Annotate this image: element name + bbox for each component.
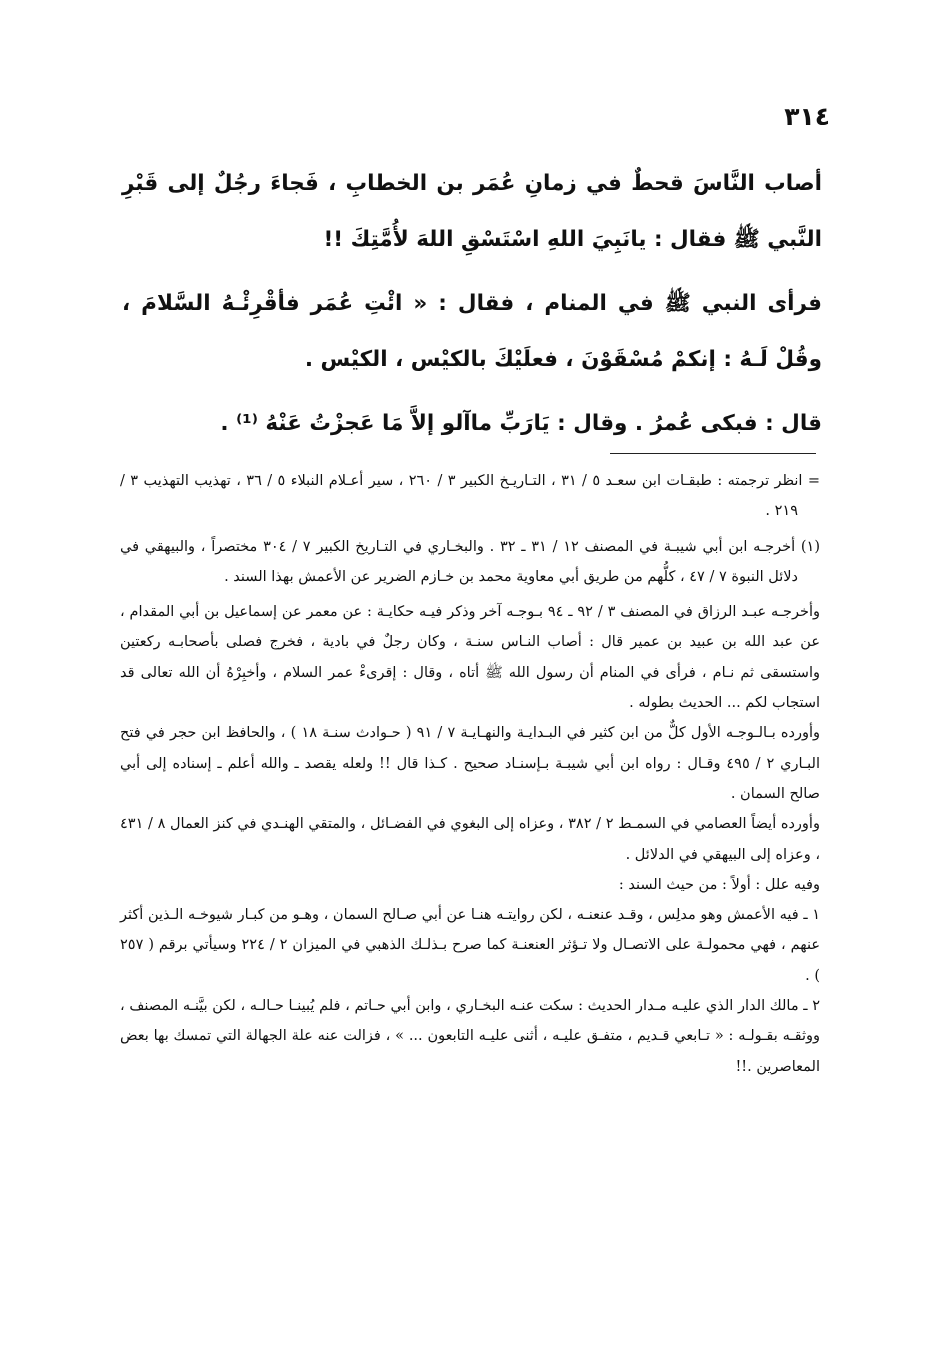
footnote-paragraph: وفيه علل : أولاً : من حيث السند :	[618, 876, 820, 893]
footnote-paragraph: وأورده بـالـوجـه الأول كلٌّ من ابن كثير في البـدايـة والنهـايـة ٧ / ٩١ ( حـوادث سنـة ١٨ ) ، والحافظ ابن حجر في فتح البـاري ٢ / ٤٩٥ وقـال : رواه ابن أبي شيبـة بـإسنـاد صحيح . كـذا قال !! ولعله يقصد ـ والله أعلم ـ إسناده إلى أبي صالح السمان .	[120, 725, 821, 802]
footnote-paragraph: ١ ـ فيه الأعمش وهو مدلِس ، وقـد عنعنـه ، لكن روايتـه هنـا عن أبي صـالح السمان ، وهـو من كبـار شيوخـه الـذين أكثر عنهم ، فهي محمولـة على الاتصـال ولا تـؤثر العنعنـة كما صرح بـذلـك الذهبي في الميزان ٢ / ٢٢٤ وسيأتي برقم ( ٢٥٧ ) .	[120, 907, 821, 984]
footnotes	[120, 466, 820, 1082]
footnote-paragraph: ٢ ـ مالك الدار الذي عليـه مـدار الحديث : سكت عنـه البخـاري ، وابن أبي حـاتم ، فلم يُبينـا حـالـه ، لكن بيَّنـه المصنف ، ووثقـه بقـولـه : « تـابعي قـديم ، متفـق عليـه ، أثنى عليـه التابعون ... » ، فزالت عنه علة الجهالة التي تمسك بها بعض المعاصرين .!!	[120, 998, 820, 1075]
main-narration	[122, 156, 822, 452]
footnote-paragraph: وأخرجـه عبـد الرزاق في المصنف ٣ / ٩٢ ـ ٩٤ بـوجـه آخر وذكر فيـه حكايـة : عن معمر عن إسماعيل بن أبي المقدام ، عن عبد الله بن عبيد بن عمير قال : أصاب النـاس سنـة ، وكان رجلٌ في بادية ، فخرج فصلى بأصحابـه ركعتين واستسقى ثم نـام ، فرأى في المنام أن رسول الله ﷺ أتاه ، وقال : إقرىءْ عمر السلام ، وأخبِرْهُ أن الله تعالى قد استجاب لكم ... الحديث بطوله .	[120, 604, 821, 712]
footnote-divider	[610, 453, 816, 454]
page-number: ٣١٤	[784, 102, 830, 131]
footnote-paragraph: وأورده أيضاً العصامي في السمـط ٢ / ٣٨٢ ، وعزاه إلى البغوي في الفضـائل ، والمتقي الهنـدي في كنز العمال ٨ / ٤٣١ ، وعزاه إلى البيهقي في الدلائل .	[120, 816, 820, 863]
main-paragraph: أصاب النَّاسَ قحطٌ في زمانِ عُمَر بن الخطابِ ، فَجاءَ رجُلٌ إلى قَبْرِ النَّبي ﷺ فقال : يانَبِيَ اللهِ اسْتَسْقِ اللهَ لأُمَّتِكَ !!	[122, 171, 822, 252]
footnote-continuation: = انظر ترجمته : طبقـات ابن سعـد ٥ / ٣١ ، التـاريـخ الكبير ٣ / ٢٦٠ ، سير أعـلام النبلاء ٥ / ٣٦ ، تهذيب التهذيب ٣ / ٢١٩ .	[120, 473, 820, 520]
main-paragraph: قال : فبكى عُمرُ . وقال : يَارَبِّ ماآلو إلاَّ مَا عَجزْتُ عَنْهُ ⁽¹⁾ .	[220, 411, 822, 436]
footnote-1: (١) أخرجـه ابن أبي شيبـة في المصنف ١٢ / ٣١ ـ ٣٢ . والبخـاري في التـاريخ الكبير ٧ / ٣٠٤ مختصراً ، والبيهقي في دلائل النبوة ٧ / ٤٧ ، كلُّهم من طريق أبي معاوية محمد بن خـازم الضرير عن الأعمش بهذا السند .	[120, 538, 821, 585]
main-paragraph: فرأى النبي ﷺ في المنام ، فقال : « ائْتِ عُمَر فأقْرِئْـهُ السَّلامَ ، وقُلْ لَـهُ : إنكمْ مُسْقَوْنَ ، فعلَيْكَ بالكيْس ، الكيْس .	[122, 291, 822, 372]
